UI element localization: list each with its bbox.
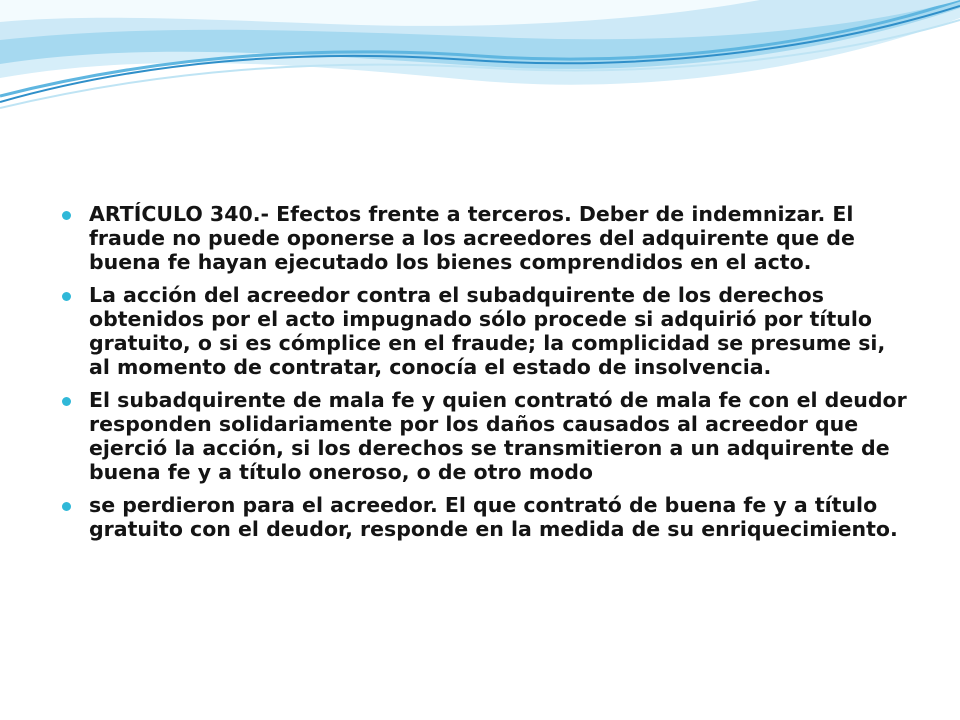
bullet-text: ARTÍCULO 340.- Efectos frente a terceros. Deber de indemnizar. El fraude no puede oponerse a los acreedores del adquirente que de buena fe hayan ejecutado los bienes comprendidos en el acto. <box>89 202 855 274</box>
bullet-dot-icon <box>62 211 71 220</box>
bullet-dot-icon <box>62 397 71 406</box>
header-wave-decoration <box>0 0 960 120</box>
bullet-list <box>62 202 912 541</box>
bullet-dot-icon <box>62 502 71 511</box>
bullet-text: El subadquirente de mala fe y quien contrató de mala fe con el deudor responden solidariamente por los daños causados al acreedor que ejerció la acción, si los derechos se transmitieron a un adquirente de buena fe y a título oneroso, o de otro modo <box>89 388 907 484</box>
bullet-item-3 <box>62 388 912 484</box>
bullet-dot-icon <box>62 292 71 301</box>
bullet-text: se perdieron para el acreedor. El que contrató de buena fe y a título gratuito con el deudor, responde en la medida de su enriquecimiento. <box>89 493 898 541</box>
bullet-item-2 <box>62 283 912 379</box>
bullet-item-1 <box>62 202 912 274</box>
bullet-text: La acción del acreedor contra el subadquirente de los derechos obtenidos por el acto impugnado sólo procede si adquirió por título gratuito, o si es cómplice en el fraude; la complicidad se presume si, al momento de contratar, conocía el estado de insolvencia. <box>89 283 886 379</box>
slide-body <box>62 202 912 550</box>
bullet-item-4 <box>62 493 912 541</box>
